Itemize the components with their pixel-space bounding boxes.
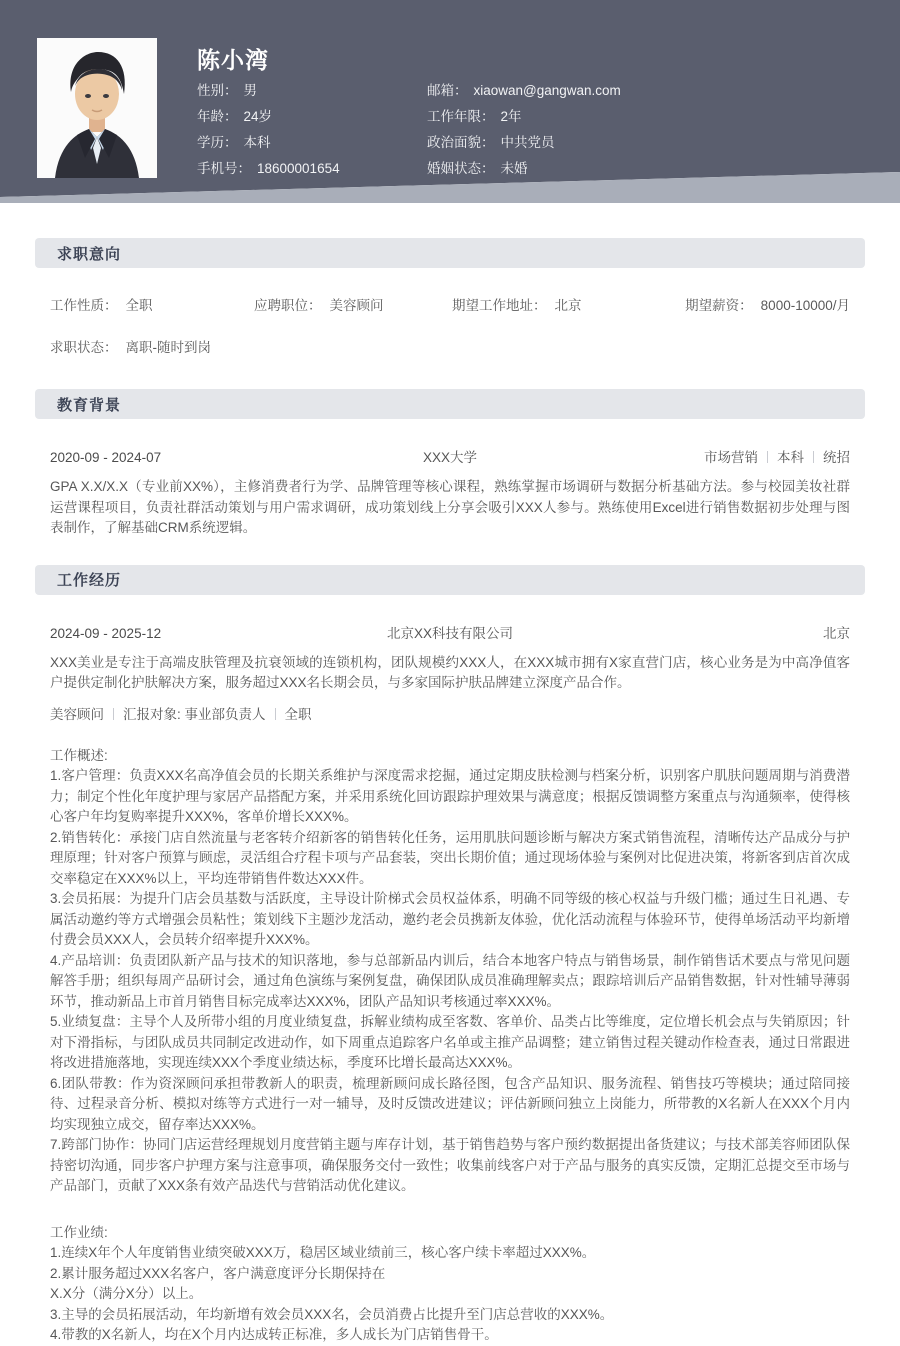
resume-body [0, 238, 900, 1346]
education-school: XXX大学 [422, 450, 477, 465]
tag-divider [813, 451, 814, 463]
info-label: 婚姻状态： [427, 161, 495, 176]
section-header-work [35, 565, 865, 595]
role-report-to: 汇报对象: 事业部负责人 [123, 706, 266, 722]
field-value: 北京 [554, 298, 582, 313]
info-political-status [427, 136, 867, 150]
education-period: 2020-09 - 2024-07 [50, 450, 162, 465]
work-role-row [50, 704, 850, 726]
work-achievement-item: 3.主导的会员拓展活动，年均新增有效会员XXX名，会员消费占比提升至门店总营收的XXX%。 [50, 1306, 614, 1322]
info-experience-years [427, 110, 867, 124]
info-value: 24岁 [243, 109, 273, 124]
field-job-type [50, 294, 254, 314]
field-value: 全职 [125, 298, 153, 313]
info-email [427, 84, 867, 98]
work-overview-item: 4.产品培训：负责团队新产品与技术的知识落地，参与总部新品内训后，结合本地客户特点与销售场景，制作销售话术要点与常见问题解答手册；组织每周产品研讨会，通过角色演练与案例复盘，确保团队成员准确理解卖点；跟踪培训后产品销售数据，针对性辅导薄弱环节，推动新品上市首月销售目标完成率达XXX%，团队产品知识考核通过率XXX%。 [50, 952, 850, 1009]
role-title: 美容顾问 [50, 706, 104, 722]
work-overview-item: 6.团队带教：作为资深顾问承担带教新人的职责，梳理新顾问成长路径图，包含产品知识、服务流程、销售技巧等模块；通过陪同接待、过程录音分析、模拟对练等方式进行一对一辅导，及时反馈改进建议；评估新顾问独立上岗能力，所带教的X名新人在XXX个月内均实现独立成交，留存率达XXX%。 [50, 1075, 850, 1132]
work-overview-item: 5.业绩复盘：主导个人及所带小组的月度业绩复盘，拆解业绩构成至客数、客单价、品类占比等维度，定位增长机会点与失销原因；针对下滑指标，与团队成员共同制定改进动作，如下周重点追踪客户名单或主推产品调整；建立销售过程关键动作检查表，通过日常跟进将改进措施落地，实现连续XXX个季度业绩达标，季度环比增长最高达XXX%。 [50, 1014, 850, 1070]
info-label: 工作年限： [427, 109, 495, 124]
info-gender [197, 84, 427, 98]
field-value: 离职-随时到岗 [125, 340, 211, 355]
section-header-education [35, 389, 865, 419]
intention-row-2 [50, 336, 850, 356]
info-label: 手机号： [197, 161, 251, 176]
section-title: 教育背景 [57, 396, 122, 414]
field-expected-salary [672, 294, 850, 314]
field-value: 8000-10000/月 [760, 298, 850, 313]
header-content [0, 0, 900, 210]
work-overview-item: 2.销售转化：承接门店自然流量与老客转介绍新客的销售转化任务，运用肌肤问题诊断与解决方案式销售流程，清晰传达产品成分与护理原理；针对客户预算与顾虑，灵活组合疗程卡项与产品套装，突出长期价值；通过现场体验与案例对比促进决策，将新客到店首次成交率稳定在XXX%以上，平均连带销售件数达XXX件。 [50, 829, 850, 886]
info-value: 18600001654 [257, 161, 340, 176]
field-label: 期望工作地址： [452, 298, 547, 313]
field-target-location [452, 294, 672, 314]
info-label: 学历： [197, 135, 238, 150]
work-location: 北京 [823, 625, 850, 641]
info-value: xiaowan@gangwan.com [473, 83, 621, 98]
info-label: 年龄： [197, 109, 238, 124]
info-value: 未婚 [500, 161, 528, 176]
section-title: 工作经历 [57, 572, 122, 589]
info-label: 性别： [197, 83, 238, 98]
header-info-grid [197, 84, 867, 176]
section-work-content [35, 622, 865, 1346]
section-intention-content [35, 294, 865, 356]
education-meta-row [50, 446, 850, 466]
work-achievement-item: X.X分（满分X分）以上。 [50, 1286, 203, 1301]
field-value: 美容顾问 [329, 298, 384, 313]
resume-header [0, 0, 900, 210]
info-label: 政治面貌： [427, 135, 495, 150]
work-company: 北京XX科技有限公司 [386, 625, 513, 641]
info-value: 男 [243, 83, 257, 98]
info-value: 中共党员 [500, 135, 555, 150]
work-achievement-item: 1.连续X年个人年度销售业绩突破XXX万，稳居区域业绩前三，核心客户续卡率超过XXX%。 [50, 1245, 596, 1260]
section-education-content [35, 446, 865, 539]
field-label: 求职状态： [50, 340, 118, 355]
education-major: 市场营销 [704, 450, 758, 465]
education-tags [630, 446, 850, 466]
profile-photo [37, 38, 157, 178]
work-meta-row [50, 622, 850, 642]
field-label: 期望薪资： [685, 298, 753, 313]
work-achievement-item: 4.带教的X名新人，均在X个月内达成转正标准，多人成长为门店销售骨干。 [50, 1327, 498, 1342]
education-enrollment-type: 统招 [823, 450, 850, 465]
info-degree [197, 136, 427, 150]
education-degree: 本科 [777, 450, 804, 465]
work-overview-item: 1.客户管理：负责XXX名高净值会员的长期关系维护与深度需求挖掘，通过定期皮肤检测与档案分析，识别客户肌肤问题周期与消费潜力；制定个性化年度护理与家居产品搭配方案，并采用系统化回访跟踪护理效果与满意度；根据反馈调整方案重点与沟通频率，使得核心客户年均复购率提升XXX%，客单价增长XXX%。 [50, 768, 850, 824]
info-phone [197, 162, 427, 176]
info-value: 2年 [500, 109, 522, 124]
company-intro: XXX美业是专注于高端皮肤管理及抗衰领域的连锁机构，团队规模约XXX人，在XXX城市拥有X家直营门店，核心业务是为中高净值客户提供定制化护肤解决方案，服务超过XXX名长期会员，与多家国际护肤品牌建立深度产品合作。 [50, 654, 850, 690]
section-header-intention [35, 238, 865, 268]
work-overview-item: 7.跨部门协作：协同门店运营经理规划月度营销主题与库存计划，基于销售趋势与客户预约数据提出备货建议；与技术部美容师团队保持密切沟通，同步客户护理方案与注意事项，确保服务交付一致性；收集前线客户对于产品与服务的真实反馈，定期汇总提交至市场与产品部门，贡献了XXX条有效产品迭代与营销活动优化建议。 [50, 1137, 850, 1193]
portrait-illustration [37, 38, 157, 178]
role-employment-type: 全职 [284, 706, 312, 722]
tag-divider [767, 451, 768, 463]
intention-row-1 [50, 294, 850, 314]
work-overview-item: 3.会员拓展：为提升门店会员基数与活跃度，主导设计阶梯式会员权益体系，明确不同等级的核心权益与升级门槛；通过生日礼遇、专属活动邀约等方式增强会员粘性；策划线下主题沙龙活动，邀约老会员携新友体验，优化活动流程与体验环节，使得单场活动平均新增付费会员XXX人，会员转介绍率提升XXX%。 [50, 891, 850, 947]
info-age [197, 110, 427, 124]
field-target-position [254, 294, 452, 314]
work-period: 2024-09 - 2025-12 [50, 625, 162, 641]
field-job-status [50, 336, 211, 356]
work-achievement-item: 2.累计服务超过XXX名客户，客户满意度评分长期保持在 [50, 1265, 386, 1281]
candidate-name: 陈小湾 [197, 47, 269, 73]
info-marital-status [427, 162, 867, 176]
work-overview-heading: 工作概述: [50, 747, 108, 763]
info-label: 邮箱： [427, 83, 468, 98]
section-title: 求职意向 [57, 245, 122, 263]
field-label: 工作性质： [50, 298, 118, 313]
work-achievements-heading: 工作业绩: [50, 1224, 108, 1240]
tag-divider [275, 708, 276, 720]
field-label: 应聘职位： [254, 298, 322, 313]
info-value: 本科 [243, 135, 271, 150]
tag-divider [113, 708, 114, 720]
education-description: GPA X.X/X.X（专业前XX%），主修消费者行为学、品牌管理等核心课程，熟练掌握市场调研与数据分析基础方法。参与校园美妆社群运营课程项目，负责社群活动策划与用户需求调研，成功策划线上分享会吸引XXX人参与。熟练使用Excel进行销售数据初步处理与图表制作，了解基础CRM系统逻辑。 [50, 479, 850, 535]
